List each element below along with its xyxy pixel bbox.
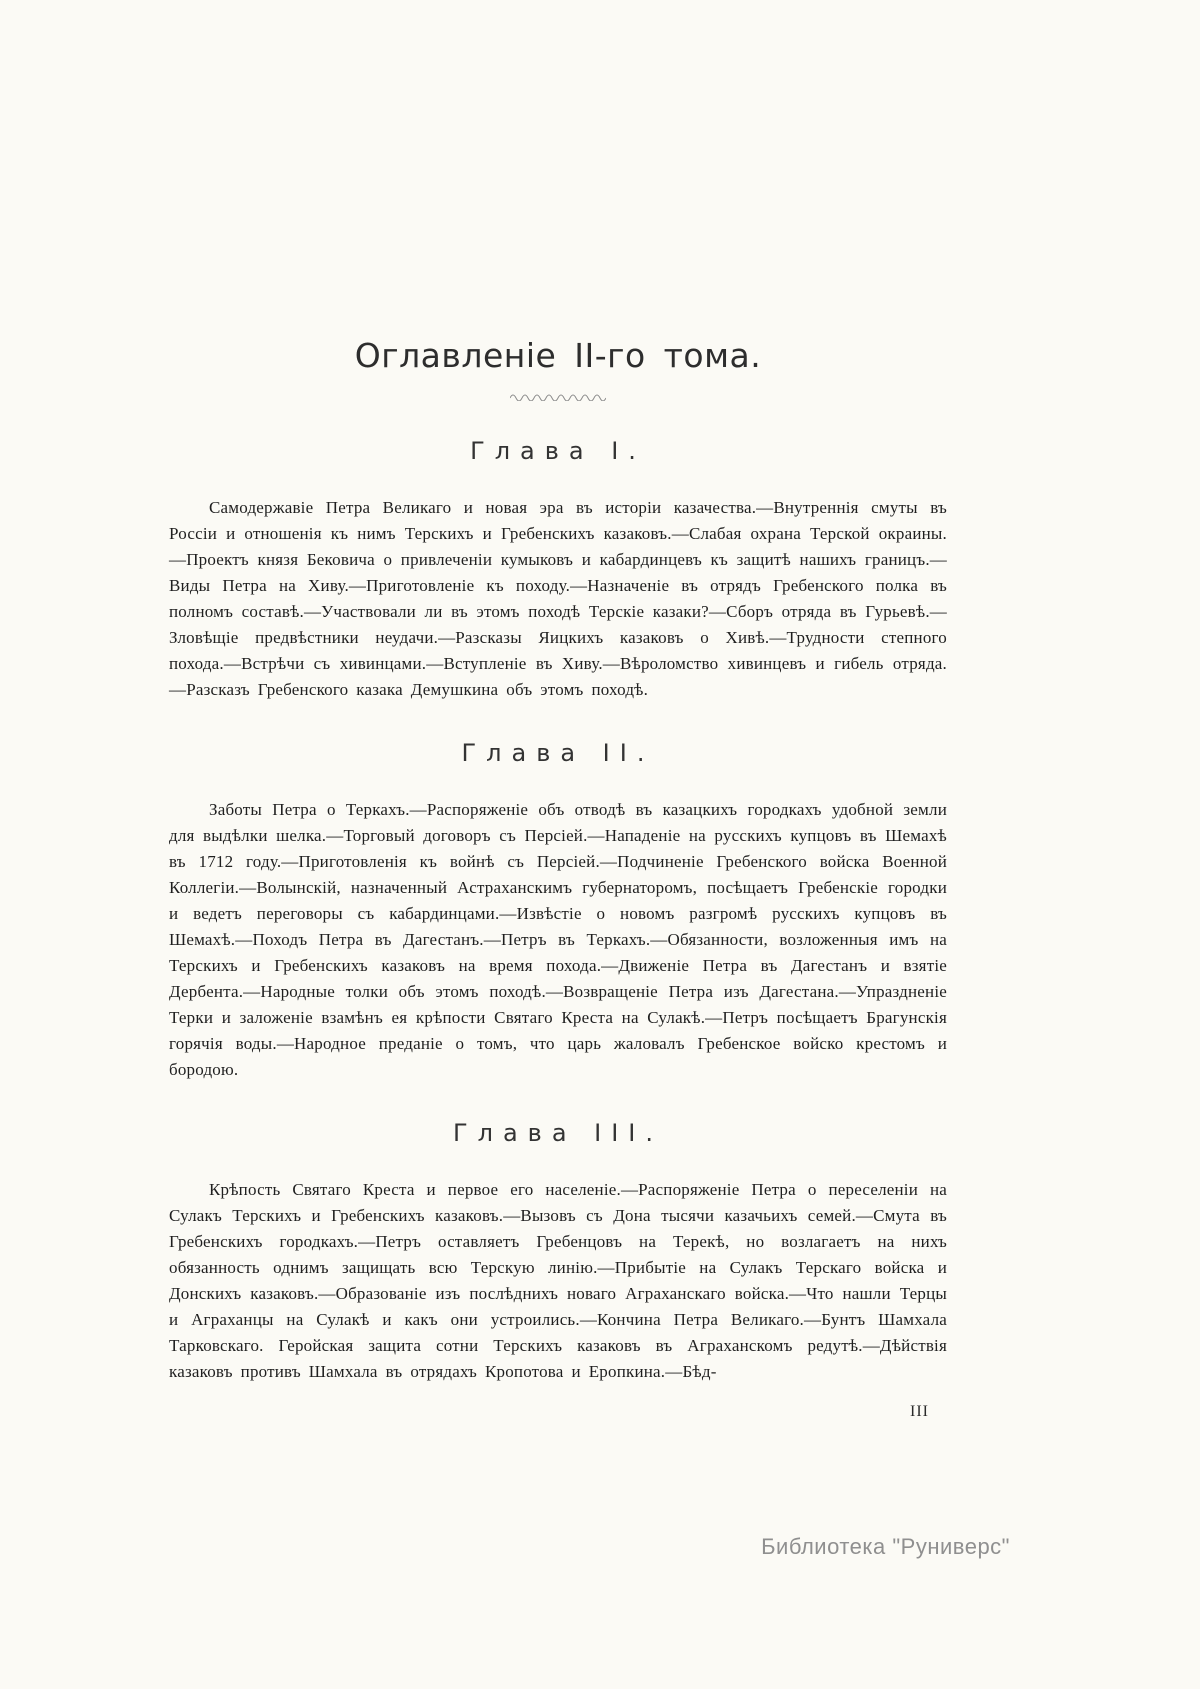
- library-watermark: Библиотека "Руниверс": [761, 1534, 1010, 1559]
- chapter-summary-3: Крѣпость Святаго Креста и первое его населеніе.—Распоряженіе Петра о переселеніи на Сулакъ Терскихъ и Гребенскихъ казаковъ.—Вызовъ съ Дона тысячи казачьихъ семей.—Смута въ Гребенскихъ городкахъ.—Петръ оставляетъ Гребенцовъ на Терекѣ, но возлагаетъ на нихъ обязанность однимъ защищать всю Терскую линію.—Прибытіе на Сулакъ Терскаго войска и Донскихъ казаковъ.—Образованіе изъ послѣднихъ новаго Аграханскаго войска.—Что нашли Терцы и Аграханцы на Сулакѣ и какъ они устроились.—Кончина Петра Великаго.—Бунтъ Шамхала Тарковскаго. Геройская защита сотни Терскихъ казаковъ въ Аграханскомъ редутѣ.—Дѣйствія казаковъ противъ Шамхала въ отрядахъ Кропотова и Еропкина.—Бѣд-: [169, 1180, 947, 1381]
- text-column: [169, 336, 947, 1421]
- chapter-heading-1: Глава I.: [470, 437, 646, 465]
- page-number: III: [910, 1403, 929, 1420]
- chapter-heading-3: Глава III.: [452, 1119, 664, 1147]
- chapter-heading-2: Глава II.: [461, 739, 655, 767]
- chapter-summary-2: Заботы Петра о Теркахъ.—Распоряженіе объ отводѣ въ казацкихъ городкахъ удобной земли для выдѣлки шелка.—Торговый договоръ съ Персіей.—Нападеніе на русскихъ купцовъ въ Шемахѣ въ 1712 году.—Приготовленія къ войнѣ съ Персіей.—Подчиненіе Гребенского войска Военной Коллегіи.—Волынскій, назначенный Астраханскимъ губернаторомъ, посѣщаетъ Гребенскіе городки и ведетъ переговоры съ кабардинцами.—Извѣстіе о новомъ разгромѣ русскихъ купцовъ въ Шемахѣ.—Походъ Петра въ Дагестанъ.—Петръ въ Теркахъ.—Обязанности, возложенныя имъ на Терскихъ и Гребенскихъ казаковъ на время похода.—Движеніе Петра въ Дагестанъ и взятіе Дербента.—Народные толки объ этомъ походѣ.—Возвращеніе Петра изъ Дагестана.—Упраздненіе Терки и заложеніе взамѣнъ ея крѣпости Святаго Креста на Сулакѣ.—Петръ посѣщаетъ Брагунскія горячія воды.—Народное преданіе о томъ, что царь жаловалъ Гребенское войско крестомъ и бородою.: [169, 800, 947, 1079]
- page-title: Оглавленіе II-го тома.: [354, 336, 762, 375]
- chapter-summary-1: Самодержавіе Петра Великаго и новая эра въ исторіи казачества.—Внутреннія смуты въ Россіи и отношенія къ нимъ Терскихъ и Гребенскихъ казаковъ.—Слабая охрана Терской окраины.—Проектъ князя Бековича о привлеченіи кумыковъ и кабардинцевъ къ защитѣ нашихъ границъ.—Виды Петра на Хиву.—Приготовленіе къ походу.—Назначеніе въ отрядъ Гребенского полка въ полномъ составѣ.—Участвовали ли въ этомъ походѣ Терскіе казаки?—Сборъ отряда въ Гурьевѣ.—Зловѣщіе предвѣстники неудачи.—Разсказы Яицкихъ казаковъ о Хивѣ.—Трудности степного похода.—Встрѣчи съ хивинцами.—Вступленіе въ Хиву.—Вѣроломство хивинцевъ и гибель отряда.—Разсказъ Гребенского казака Демушкина объ этомъ походѣ.: [169, 498, 947, 699]
- ornament-divider: [169, 391, 947, 401]
